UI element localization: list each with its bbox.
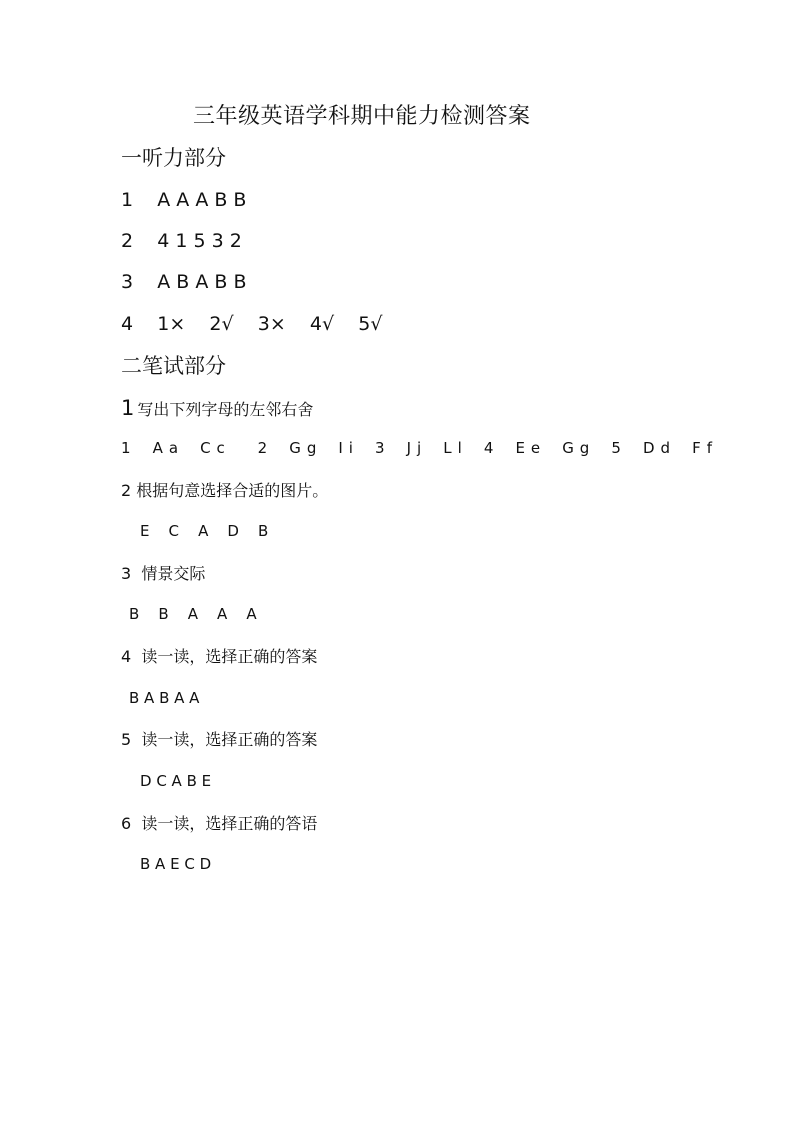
question-1-number: 1 — [121, 396, 135, 420]
listening-section-heading: 一听力部分 — [121, 146, 226, 170]
page-title: 三年级英语学科期中能力检测答案 — [193, 104, 531, 129]
writing-section-heading: 二笔试部分 — [121, 354, 226, 378]
question-2-label: 2 根据句意选择合适的图片。 — [121, 481, 329, 500]
question-4-answer: B A B A A — [129, 689, 200, 707]
listening-answer-line-3: 3 A B A B B — [121, 271, 247, 293]
question-3-label: 3 情景交际 — [121, 564, 206, 583]
question-3-answer: B B A A A — [129, 605, 257, 623]
question-6-label: 6 读一读，选择正确的答语 — [121, 814, 318, 833]
question-2-answer: E C A D B — [140, 522, 269, 540]
question-5-label: 5 读一读，选择正确的答案 — [121, 730, 318, 749]
question-5-answer: D C A B E — [140, 772, 212, 790]
question-1-answer: 1 A a C c 2 G g I i 3 J j L l 4 E e G g 5 D d F f — [121, 439, 713, 457]
question-6-answer: B A E C D — [140, 855, 212, 873]
question-1-text: 写出下列字母的左邻右舍 — [137, 400, 314, 419]
listening-answer-line-4: 4 1× 2√ 3× 4√ 5√ — [121, 313, 383, 335]
listening-answer-line-1: 1 A A A B B — [121, 189, 247, 211]
listening-answer-line-2: 2 4 1 5 3 2 — [121, 230, 242, 252]
question-4-label: 4 读一读，选择正确的答案 — [121, 647, 318, 666]
question-1-label — [121, 398, 313, 419]
